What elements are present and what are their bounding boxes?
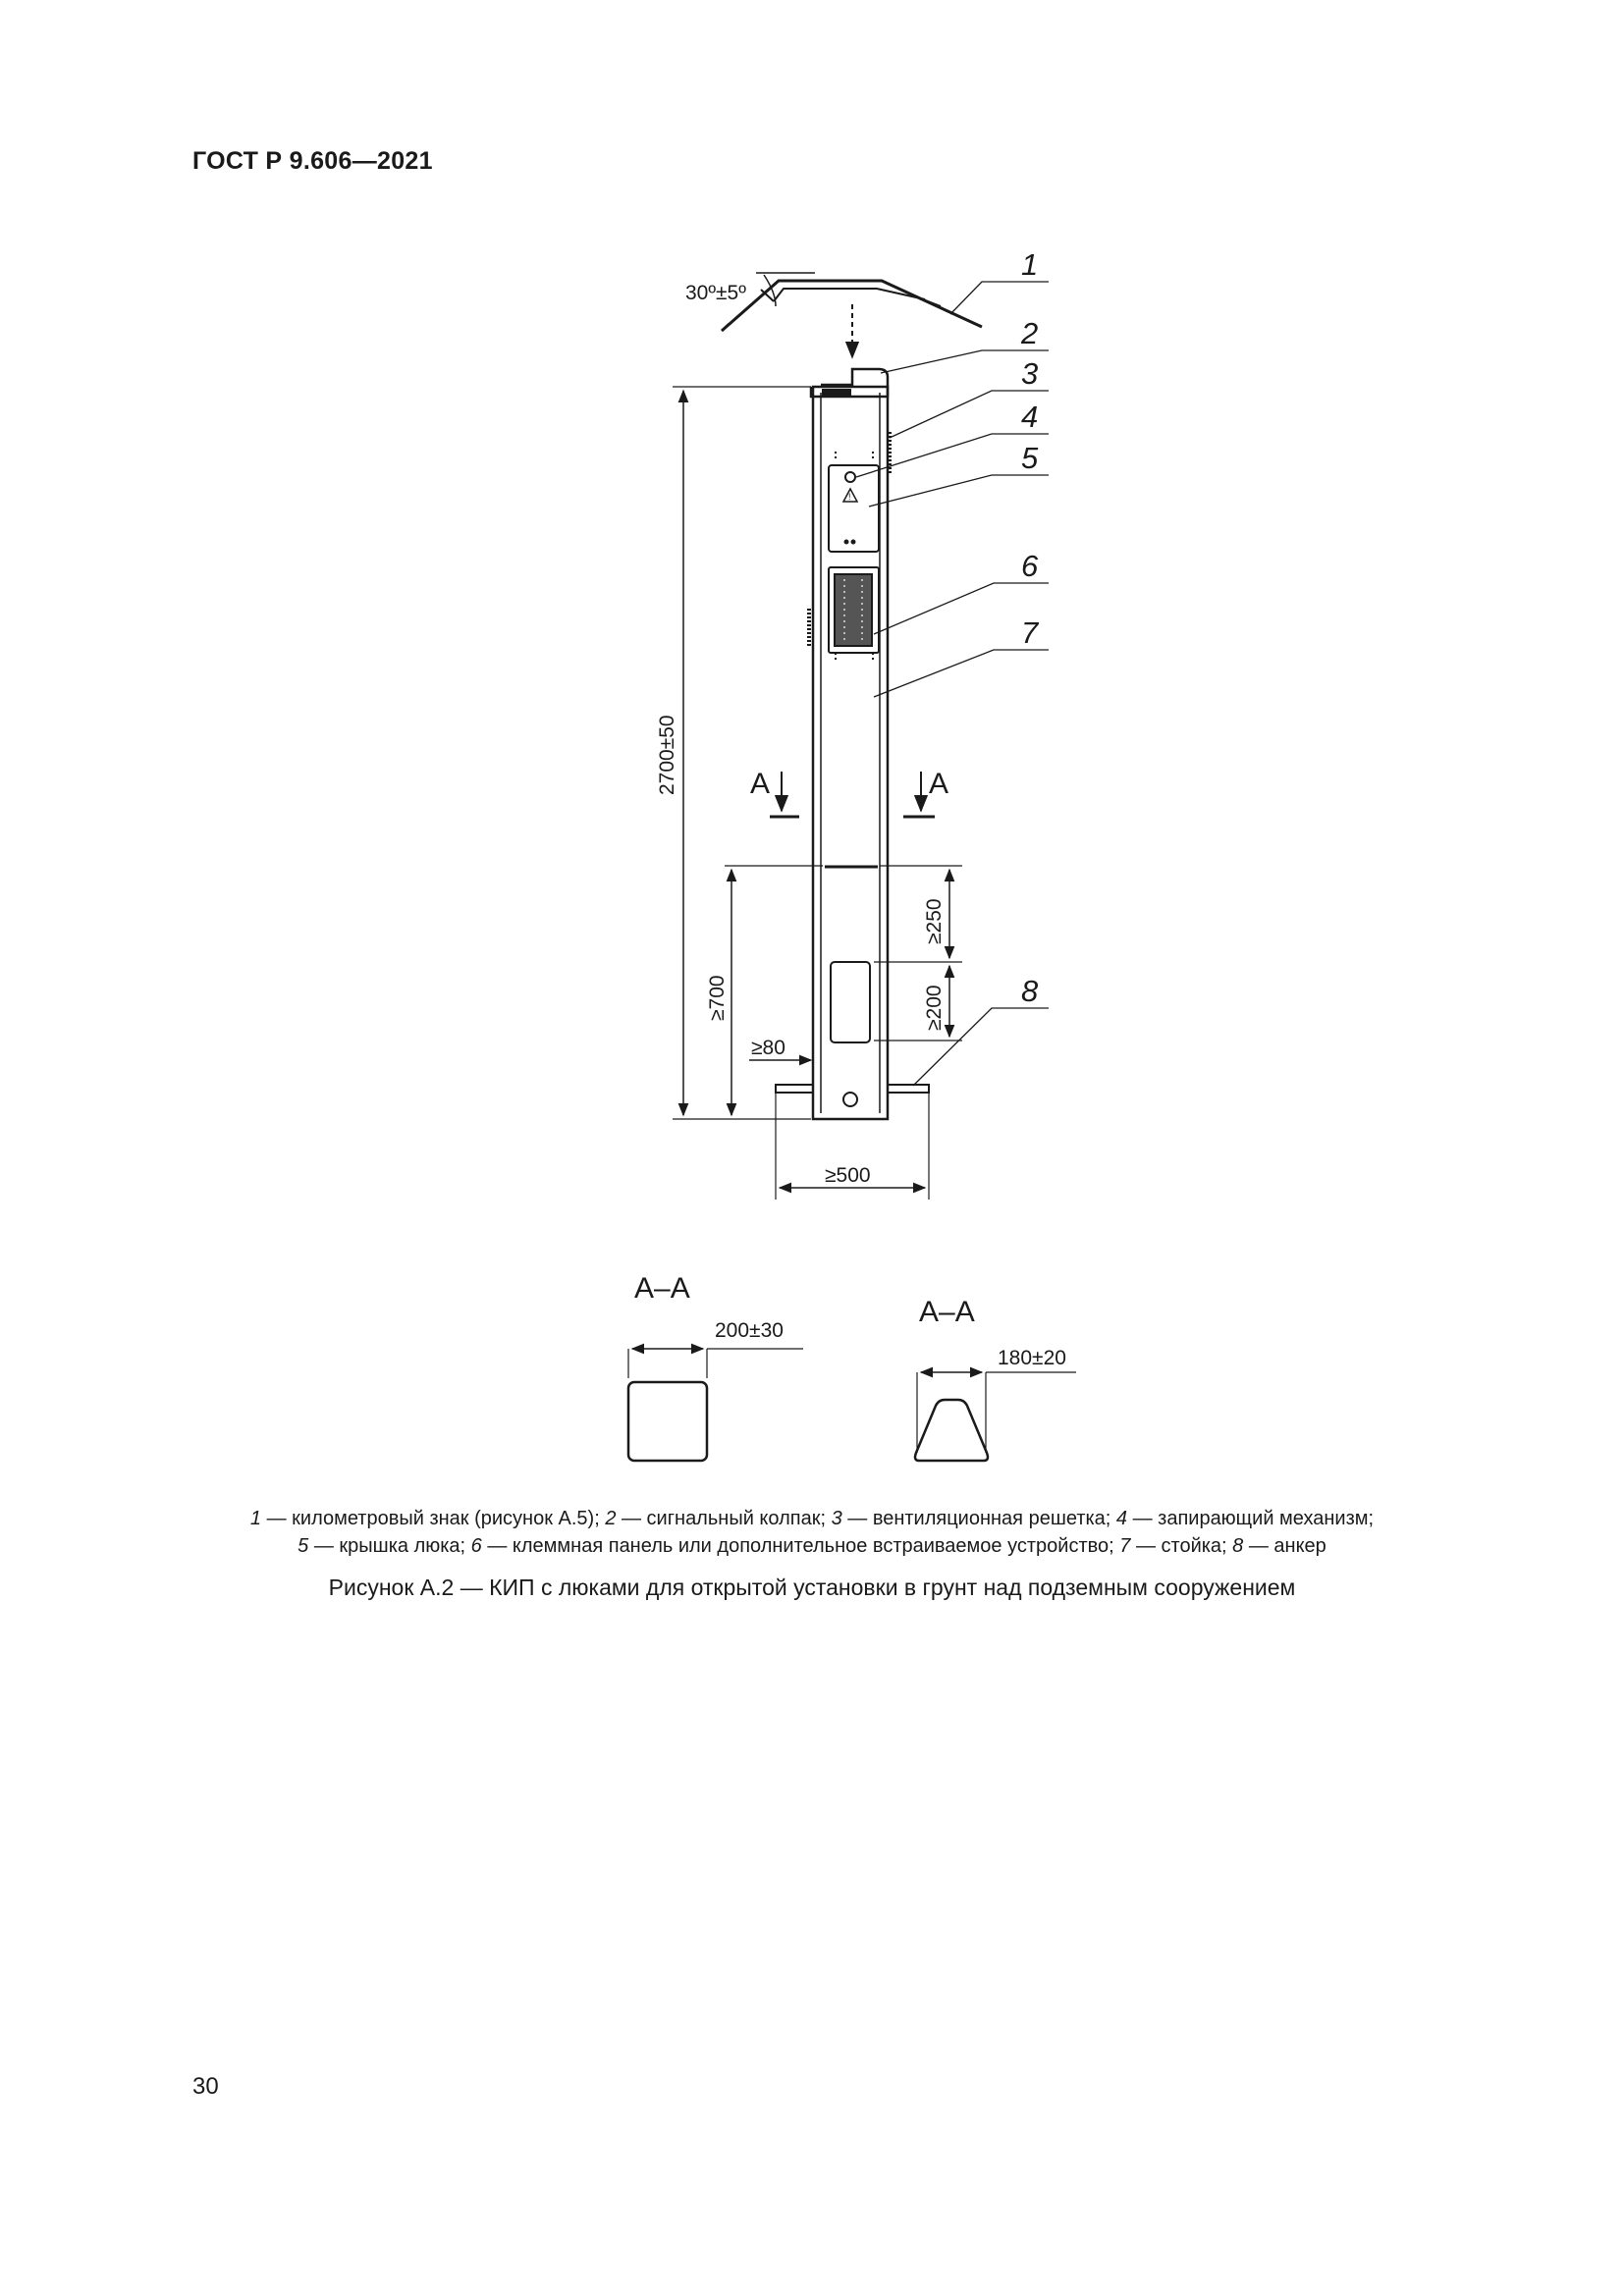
callout-8: 8 bbox=[1021, 974, 1039, 1008]
svg-text:!: ! bbox=[848, 492, 851, 502]
legend-num: 6 bbox=[470, 1535, 482, 1557]
figure-caption: Рисунок А.2 — КИП с люками для открытой установки в грунт над подземным сооружением bbox=[328, 1575, 1296, 1600]
callout-5: 5 bbox=[1021, 441, 1039, 475]
callout-7: 7 bbox=[1021, 615, 1039, 650]
legend-num: 5 bbox=[298, 1535, 309, 1557]
dim-height: 2700±50 bbox=[656, 715, 678, 795]
section-marker-left: A bbox=[750, 768, 771, 800]
legend-num: 1 bbox=[249, 1508, 262, 1529]
dim-offset-80: ≥80 bbox=[751, 1037, 785, 1059]
document-header: ГОСТ Р 9.606—2021 bbox=[192, 147, 433, 175]
legend-num: 8 bbox=[1232, 1535, 1244, 1557]
section-dim-2: 180±20 bbox=[998, 1347, 1066, 1369]
dim-gap-200: ≥200 bbox=[923, 985, 946, 1031]
section-title-1: А–А bbox=[634, 1272, 690, 1305]
legend-text: — сигнальный колпак; bbox=[616, 1508, 832, 1529]
legend-text: — анкер bbox=[1243, 1535, 1326, 1557]
post-body bbox=[776, 369, 929, 1119]
legend-num: 7 bbox=[1119, 1535, 1131, 1557]
legend-text: — километровый знак (рисунок А.5); bbox=[261, 1508, 606, 1529]
angle-label: 30º±5º bbox=[685, 282, 746, 304]
callout-2: 2 bbox=[1021, 316, 1039, 350]
callout-1: 1 bbox=[1021, 247, 1039, 282]
callout-3: 3 bbox=[1021, 356, 1039, 391]
legend-num: 4 bbox=[1115, 1508, 1128, 1529]
legend-text: — запирающий механизм; bbox=[1127, 1508, 1375, 1529]
callout-6: 6 bbox=[1021, 549, 1039, 583]
section-trapezoid bbox=[915, 1400, 988, 1461]
legend-text: — клеммная панель или дополнительное встраиваемое устройство; bbox=[481, 1535, 1120, 1557]
dim-lower: ≥700 bbox=[706, 975, 729, 1021]
legend-num: 2 bbox=[605, 1508, 617, 1529]
dim-anchor-500: ≥500 bbox=[825, 1164, 871, 1187]
section-dim-1: 200±30 bbox=[715, 1319, 784, 1342]
section-square bbox=[628, 1382, 707, 1461]
page-number: 30 bbox=[192, 2073, 219, 2100]
legend-num: 3 bbox=[831, 1508, 842, 1529]
legend-text: — вентиляционная решетка; bbox=[841, 1508, 1116, 1529]
legend-line-1 bbox=[147, 1504, 1477, 1533]
legend-text: — крышка люка; bbox=[308, 1535, 471, 1557]
section-title-2: А–А bbox=[919, 1296, 975, 1328]
legend-line-2 bbox=[147, 1531, 1477, 1561]
dim-gap-250: ≥250 bbox=[923, 898, 946, 944]
callout-4: 4 bbox=[1021, 400, 1039, 434]
legend-text: — стойка; bbox=[1130, 1535, 1233, 1557]
section-marker-right: A bbox=[929, 768, 949, 800]
